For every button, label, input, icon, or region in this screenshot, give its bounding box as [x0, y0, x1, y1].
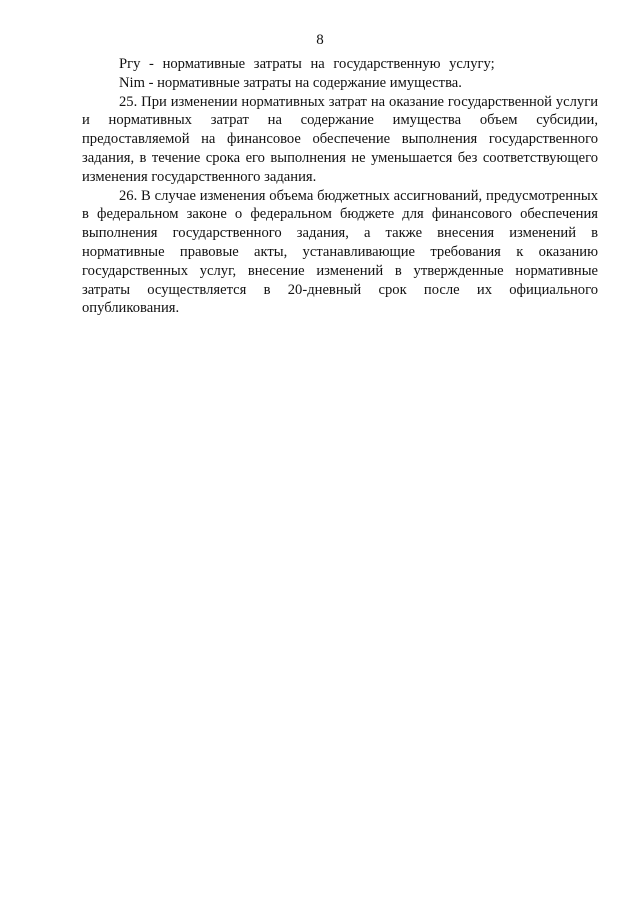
page-number: 8	[316, 32, 324, 48]
paragraph-25: 25. При изменении нормативных затрат на оказание государственной услуги и нормативных затрат на содержание имущества объем субсидии, предоставляемой на финансовое обеспечение выполнения государственного задания, в течение срока его выполнения не уменьшается без соответствующего изменения государственного задания.	[82, 93, 598, 185]
definition-text: - нормативные затраты на содержание имущества.	[144, 74, 462, 91]
document-body	[82, 55, 598, 318]
definition-symbol: Pгу	[119, 56, 141, 72]
definition-line	[82, 55, 598, 74]
definition-text: - нормативные затраты на государственную услугу;	[140, 56, 495, 72]
definition-line	[82, 74, 598, 93]
definition-symbol: Nim	[119, 74, 145, 91]
paragraph-26: 26. В случае изменения объема бюджетных ассигнований, предусмотренных в федеральном законе о федеральном бюджете для финансового обеспечения выполнения государственного задания, а также внесения изменений в нормативные правовые акты, устанавливающие требования к оказанию государственных услуг, внесение изменений в утвержденные нормативные затраты осуществляется в 20-дневный срок после их официального опубликования.	[82, 187, 598, 317]
